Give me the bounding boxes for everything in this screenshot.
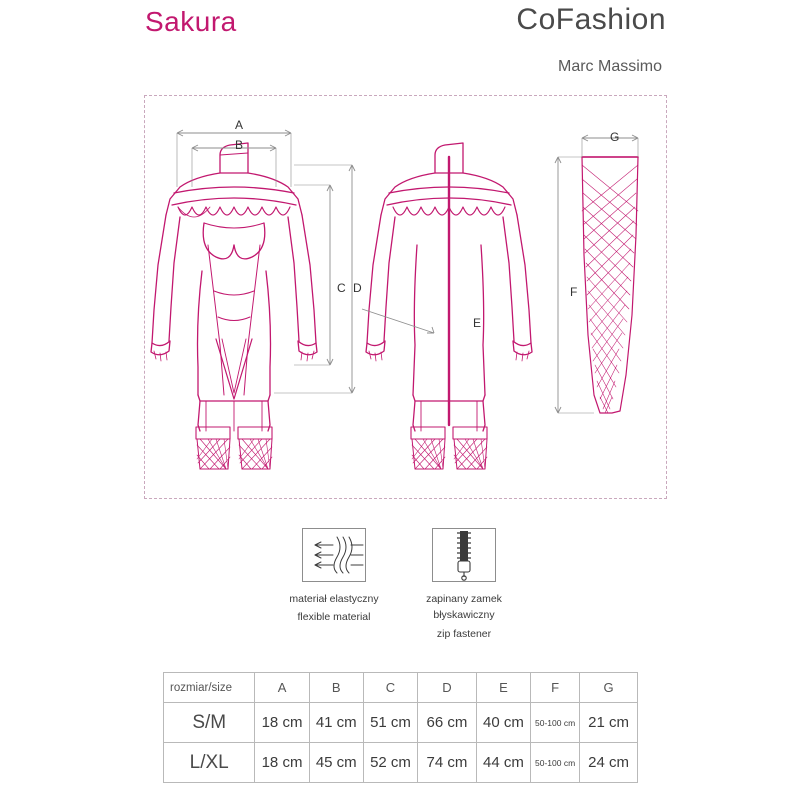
dimension-label-d: D	[353, 281, 362, 295]
table-header-row	[164, 673, 638, 703]
feature-caption-pl: materiał elastyczny	[289, 593, 379, 605]
dimension-label-c: C	[337, 281, 346, 295]
dimension-label-f: F	[570, 285, 578, 299]
column-header-b: B	[309, 673, 363, 703]
cell-e: 40 cm	[476, 703, 530, 743]
table-row	[164, 743, 638, 783]
table-row	[164, 703, 638, 743]
column-header-d: D	[418, 673, 477, 703]
cell-g: 24 cm	[580, 743, 638, 783]
column-header-f: F	[531, 673, 580, 703]
cell-f: 50-100 cm	[531, 703, 580, 743]
dimension-label-e: E	[473, 316, 482, 330]
feature-zip-fastener	[392, 528, 536, 642]
cell-g: 21 cm	[580, 703, 638, 743]
cell-b: 45 cm	[309, 743, 363, 783]
cell-d: 74 cm	[418, 743, 477, 783]
cell-a: 18 cm	[255, 703, 309, 743]
designer-name: Marc Massimo	[557, 58, 662, 75]
page-title: Sakura	[145, 6, 237, 37]
column-header-e: E	[476, 673, 530, 703]
cell-a: 18 cm	[255, 743, 309, 783]
cell-d: 66 cm	[418, 703, 477, 743]
cell-b: 41 cm	[309, 703, 363, 743]
garment-illustration	[144, 95, 667, 499]
feature-caption-en: flexible material	[297, 611, 371, 624]
column-header-size: rozmiar/size	[164, 673, 255, 703]
cell-c: 51 cm	[363, 703, 417, 743]
feature-caption-en: zip fastener	[436, 627, 492, 640]
feature-flexible-material	[262, 528, 406, 626]
column-header-a: A	[255, 673, 309, 703]
zipper-icon	[432, 528, 496, 582]
dimension-label-a: A	[235, 118, 244, 132]
feature-caption-pl-line1: zapinany zamek	[426, 593, 502, 605]
cell-f: 50-100 cm	[531, 743, 580, 783]
cell-size: L/XL	[164, 743, 255, 783]
brand-name: CoFashion	[516, 3, 666, 36]
cell-c: 52 cm	[363, 743, 417, 783]
size-table	[163, 672, 638, 783]
dimension-label-g: G	[610, 130, 620, 144]
column-header-c: C	[363, 673, 417, 703]
cell-e: 44 cm	[476, 743, 530, 783]
elastic-waves-icon	[302, 528, 366, 582]
feature-caption-pl-line2: błyskawiczny	[433, 609, 495, 622]
column-header-g: G	[580, 673, 638, 703]
cell-size: S/M	[164, 703, 255, 743]
dimension-label-b: B	[235, 138, 244, 152]
